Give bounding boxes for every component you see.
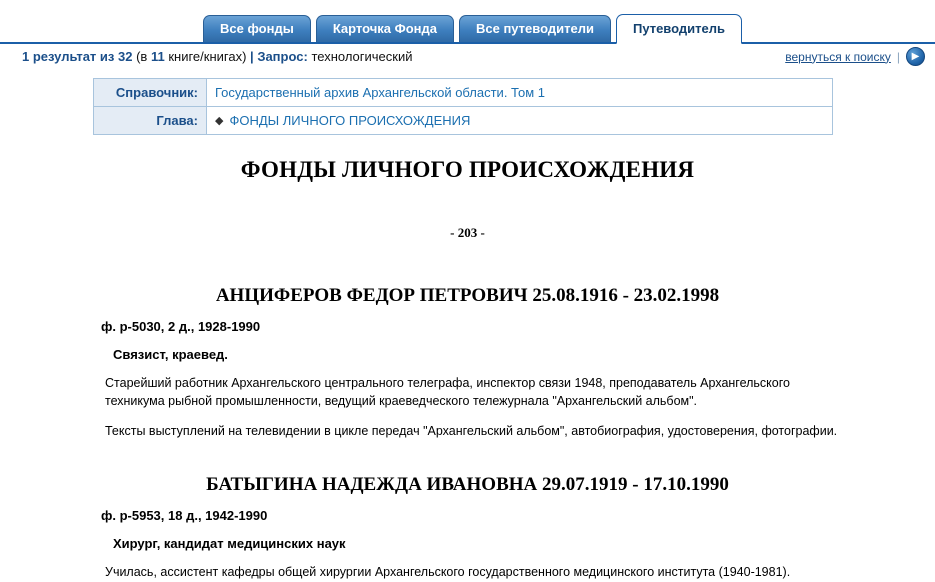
document-title: ФОНДЫ ЛИЧНОГО ПРОИСХОЖДЕНИЯ — [240, 157, 695, 182]
link-separator: | — [896, 49, 900, 64]
chapter-link[interactable]: ФОНДЫ ЛИЧНОГО ПРОИСХОЖДЕНИЯ — [229, 113, 471, 128]
tab-list — [203, 14, 742, 42]
result-count: 1 — [22, 49, 30, 64]
result-count-label: результат из — [32, 49, 115, 64]
result-info-bar — [0, 44, 935, 70]
entry-paragraph: Училась, ассистент кафедры общей хирургии Архангельского государственного медицинского института (1940-1981). — [105, 565, 791, 580]
chapter-label: Глава: — [94, 107, 207, 135]
page-number: - 203 - — [450, 225, 485, 240]
query-label: Запрос: — [257, 49, 308, 64]
entry-role: Связист, краевед. — [113, 347, 228, 362]
arrow-right-icon[interactable]: ▶ — [906, 47, 925, 66]
reference-header-table — [93, 78, 833, 135]
entry-name: АНЦИФЕРОВ ФЕДОР ПЕТРОВИЧ 25.08.1916 - 23.02.1998 — [215, 285, 720, 306]
info-separator: | — [250, 49, 254, 64]
entry-role: Хирург, кандидат медицинских наук — [113, 536, 346, 552]
chapter-row — [94, 107, 833, 135]
document-body — [0, 157, 935, 582]
tab-all-funds[interactable]: Все фонды — [203, 15, 311, 42]
query-value: технологический — [311, 49, 413, 64]
back-to-search-link[interactable]: вернуться к поиску — [785, 49, 891, 64]
tab-guide[interactable]: Путеводитель — [616, 14, 742, 44]
books-count: 11 — [150, 49, 165, 64]
diamond-bullet-icon: ◆ — [215, 115, 224, 127]
entry-item — [95, 285, 840, 440]
entry-paragraph: Тексты выступлений на телевидении в цикле передач "Архангельский альбом", автобиография, удостоверения, фотографии. — [105, 424, 838, 439]
tab-bar — [0, 0, 935, 44]
chapter-value-cell — [207, 107, 833, 135]
entry-fund-info: ф. р-5030, 2 д., 1928-1990 — [101, 319, 261, 334]
reference-row — [94, 79, 833, 107]
result-total: 32 — [118, 49, 133, 64]
books-word: книге/книгах) — [168, 49, 247, 64]
tab-fund-card[interactable]: Карточка Фонда — [316, 15, 454, 42]
books-open-paren: (в — [136, 49, 148, 64]
reference-value: Государственный архив Архангельской области. Том 1 — [207, 79, 833, 107]
entry-paragraph: Старейший работник Архангельского центрального телеграфа, инспектор связи 1948, преподаватель Архангельского техникума рыбной промышленности, ведущий краеведческого тележурнала "Архангельский альбом". — [105, 376, 790, 409]
entry-name: БАТЫГИНА НАДЕЖДА ИВАНОВНА 29.07.1919 - 17.10.1990 — [206, 474, 729, 496]
tab-all-guides[interactable]: Все путеводители — [459, 15, 611, 42]
entry-item — [95, 474, 840, 581]
back-to-search-area — [785, 47, 925, 66]
entry-fund-info: ф. р-5953, 18 д., 1942-1990 — [101, 508, 268, 524]
reference-label: Справочник: — [94, 79, 207, 107]
